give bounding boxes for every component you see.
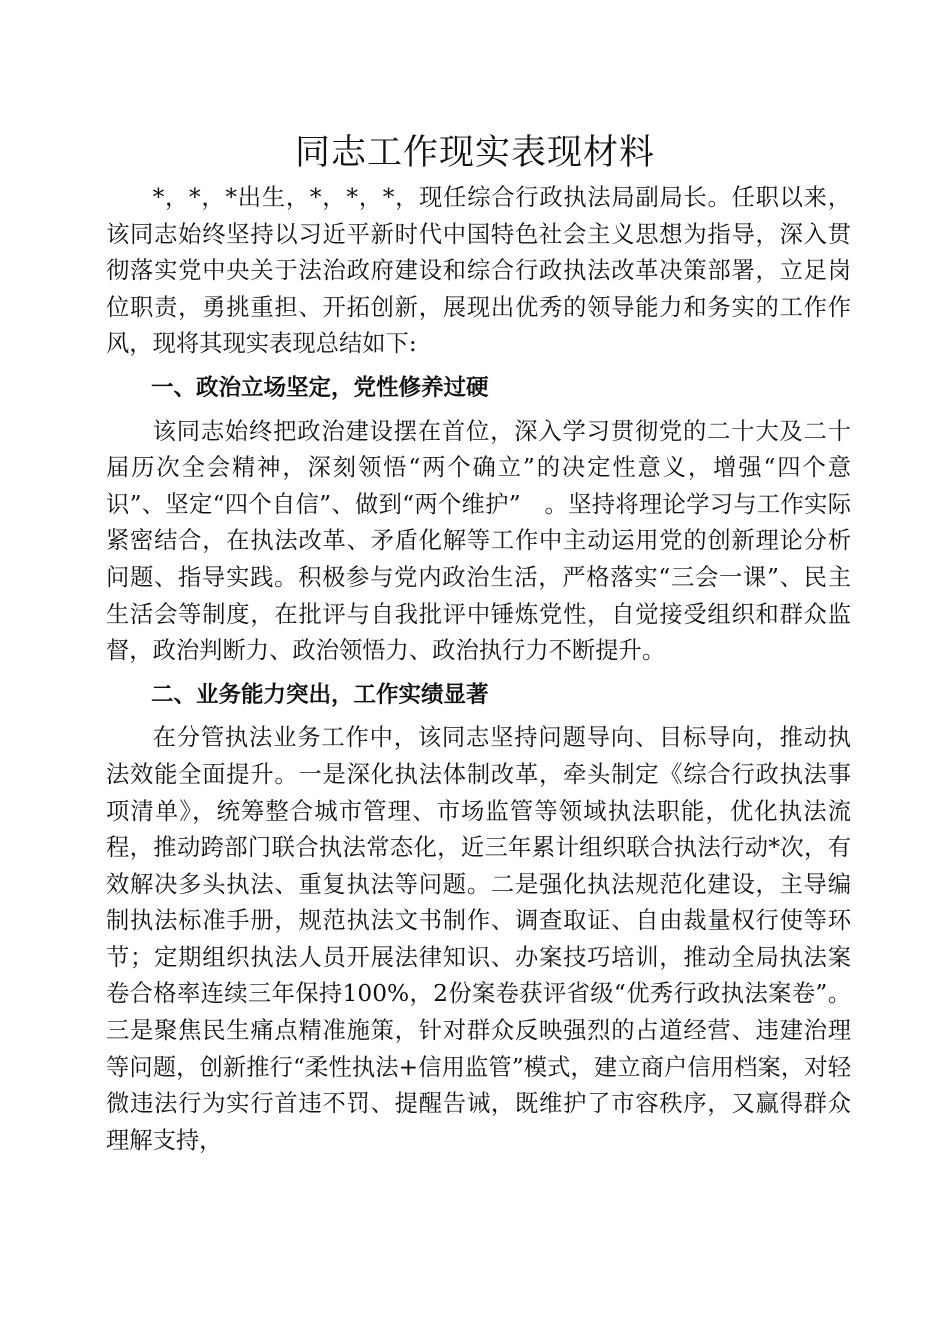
intro-paragraph: *，*，*出生，*，*，*，现任综合行政执法局副局长。任职以来，该同志始终坚持以习近平新时代中国特色社会主义思想为指导，深入贯彻落实党中央关于法治政府建设和综合行政执法改革决策部署，立足岗位职责，勇挑重担、开拓创新，展现出优秀的领导能力和务实的工作作风，现将其现实表现总结如下: [106, 184, 851, 358]
section-heading-2: 二、业务能力突出，工作实绩显著 [151, 681, 489, 708]
section-paragraph-2: 在分管执法业务工作中，该同志坚持问题导向、目标导向，推动执法效能全面提升。一是深化执法体制改革，牵头制定《综合行政执法事项清单》，统筹整合城市管理、市场监管等领域执法职能，优化执法流程，推动跨部门联合执法常态化，近三年累计组织联合执法行动*次，有效解决多头执法、重复执法等问题。二是强化执法规范化建设，主导编制执法标准手册，规范执法文书制作、调查取证、自由裁量权行使等环节；定期组织执法人员开展法律知识、办案技巧培训，推动全局执法案卷合格率连续三年保持100%，2份案卷获评省级“优秀行政执法案卷”。三是聚焦民生痛点精准施策，针对群众反映强烈的占道经营、违建治理等问题，创新推行“柔性执法+信用监管”模式，建立商户信用档案，对轻微违法行为实行首违不罚、提醒告诫，既维护了市容秩序，又赢得群众理解支持， [106, 724, 851, 1154]
page-title: 同志工作现实表现材料 [294, 133, 655, 173]
section-paragraph-1: 该同志始终把政治建设摆在首位，深入学习贯彻党的二十大及二十届历次全会精神，深刻领悟“两个确立”的决定性意义，增强“四个意识”、坚定“四个自信”、做到“两个维护” 。坚持将理论学习与工作实际紧密结合，在执法改革、矛盾化解等工作中主动运用党的创新理论分析问题、指导实践。积极参与党内政治生活，严格落实“三会一课”、民主生活会等制度，在批评与自我批评中锤炼党性，自觉接受组织和群众监督，政治判断力、政治领悟力、政治执行力不断提升。 [106, 417, 851, 665]
section-heading-1: 一、政治立场坚定，党性修养过硬 [151, 374, 489, 401]
document-body [106, 180, 851, 1159]
